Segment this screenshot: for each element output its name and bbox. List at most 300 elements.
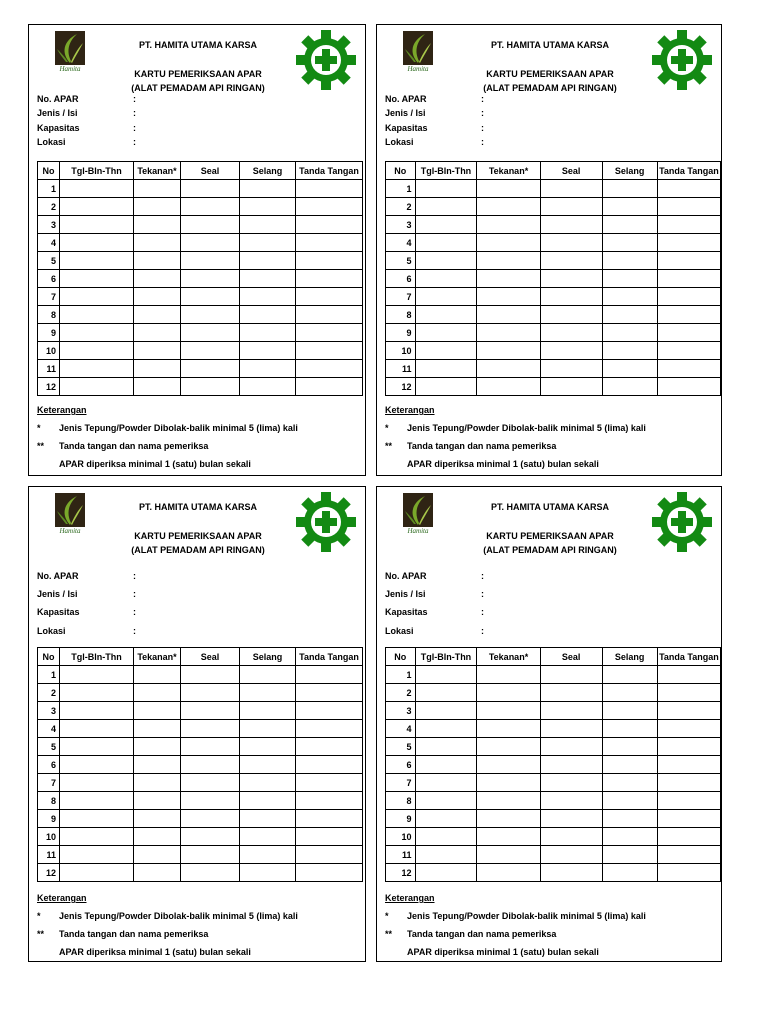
entry-cell[interactable] — [657, 792, 720, 810]
entry-cell[interactable] — [134, 702, 181, 720]
entry-cell[interactable] — [477, 198, 540, 216]
entry-cell[interactable] — [540, 198, 602, 216]
row-number: 7 — [38, 288, 60, 306]
entry-cell[interactable] — [60, 666, 134, 684]
entry-cell[interactable] — [602, 738, 657, 756]
entry-cell[interactable] — [296, 666, 363, 684]
company-name: PT. HAMITA UTAMA KARSA — [139, 502, 257, 512]
entry-cell[interactable] — [602, 252, 657, 270]
entry-cell[interactable] — [540, 828, 602, 846]
entry-cell[interactable] — [134, 774, 181, 792]
entry-cell[interactable] — [540, 216, 602, 234]
entry-cell[interactable] — [657, 720, 720, 738]
entry-cell[interactable] — [134, 306, 181, 324]
entry-cell[interactable] — [540, 180, 602, 198]
entry-cell[interactable] — [296, 846, 363, 864]
entry-cell[interactable] — [415, 774, 477, 792]
entry-cell[interactable] — [240, 864, 296, 882]
entry-cell[interactable] — [477, 756, 540, 774]
entry-cell[interactable] — [134, 792, 181, 810]
entry-cell[interactable] — [602, 216, 657, 234]
entry-cell[interactable] — [477, 810, 540, 828]
entry-cell[interactable] — [477, 288, 540, 306]
entry-cell[interactable] — [134, 234, 181, 252]
entry-cell[interactable] — [296, 810, 363, 828]
inspection-table — [385, 161, 721, 396]
entry-cell[interactable] — [540, 234, 602, 252]
entry-cell[interactable] — [477, 342, 540, 360]
entry-cell[interactable] — [657, 180, 720, 198]
entry-cell[interactable] — [540, 252, 602, 270]
entry-cell[interactable] — [181, 738, 240, 756]
entry-cell[interactable] — [657, 360, 720, 378]
entry-cell[interactable] — [602, 846, 657, 864]
entry-cell[interactable] — [602, 774, 657, 792]
entry-cell[interactable] — [657, 774, 720, 792]
entry-cell[interactable] — [60, 216, 134, 234]
entry-cell[interactable] — [134, 738, 181, 756]
entry-cell[interactable] — [477, 324, 540, 342]
entry-cell[interactable] — [602, 306, 657, 324]
entry-cell[interactable] — [240, 792, 296, 810]
row-number: 8 — [38, 792, 60, 810]
entry-cell[interactable] — [540, 720, 602, 738]
field-label: No. APAR — [385, 94, 427, 104]
entry-cell[interactable] — [415, 666, 477, 684]
table-row — [38, 270, 363, 288]
entry-cell[interactable] — [60, 792, 134, 810]
entry-cell[interactable] — [296, 198, 363, 216]
card-title: KARTU PEMERIKSAAN APAR — [486, 531, 614, 541]
entry-cell[interactable] — [240, 360, 296, 378]
entry-cell[interactable] — [181, 306, 240, 324]
entry-cell[interactable] — [181, 774, 240, 792]
entry-cell[interactable] — [602, 756, 657, 774]
entry-cell[interactable] — [415, 180, 477, 198]
entry-cell[interactable] — [657, 702, 720, 720]
entry-cell[interactable] — [296, 216, 363, 234]
entry-cell[interactable] — [602, 324, 657, 342]
entry-cell[interactable] — [181, 252, 240, 270]
entry-cell[interactable] — [181, 270, 240, 288]
table-row — [386, 684, 721, 702]
inspection-table — [37, 161, 363, 396]
entry-cell[interactable] — [540, 684, 602, 702]
entry-cell[interactable] — [477, 270, 540, 288]
table-row — [38, 864, 363, 882]
entry-cell[interactable] — [602, 342, 657, 360]
entry-cell[interactable] — [240, 288, 296, 306]
entry-cell[interactable] — [602, 810, 657, 828]
entry-cell[interactable] — [657, 324, 720, 342]
entry-cell[interactable] — [415, 324, 477, 342]
entry-cell[interactable] — [477, 252, 540, 270]
entry-cell[interactable] — [60, 864, 134, 882]
entry-cell[interactable] — [602, 828, 657, 846]
table-header-cell: Tgl-Bln-Thn — [415, 162, 477, 180]
field-label: Kapasitas — [385, 607, 428, 617]
entry-cell[interactable] — [540, 738, 602, 756]
entry-cell[interactable] — [657, 216, 720, 234]
table-header-cell: Tgl-Bln-Thn — [60, 648, 134, 666]
row-number: 4 — [386, 720, 416, 738]
table-header-cell: No — [38, 162, 60, 180]
entry-cell[interactable] — [60, 720, 134, 738]
entry-cell[interactable] — [415, 720, 477, 738]
field-colon: : — [133, 94, 136, 104]
entry-cell[interactable] — [296, 828, 363, 846]
entry-cell[interactable] — [657, 306, 720, 324]
entry-cell[interactable] — [240, 774, 296, 792]
entry-cell[interactable] — [477, 828, 540, 846]
entry-cell[interactable] — [602, 288, 657, 306]
entry-cell[interactable] — [415, 306, 477, 324]
entry-cell[interactable] — [415, 846, 477, 864]
company-name: PT. HAMITA UTAMA KARSA — [491, 502, 609, 512]
entry-cell[interactable] — [602, 360, 657, 378]
entry-cell[interactable] — [657, 756, 720, 774]
entry-cell[interactable] — [240, 324, 296, 342]
entry-cell[interactable] — [602, 378, 657, 396]
field-colon: : — [133, 589, 136, 599]
entry-cell[interactable] — [540, 378, 602, 396]
entry-cell[interactable] — [657, 288, 720, 306]
entry-cell[interactable] — [296, 342, 363, 360]
entry-cell[interactable] — [181, 756, 240, 774]
entry-cell[interactable] — [296, 234, 363, 252]
entry-cell[interactable] — [296, 702, 363, 720]
entry-cell[interactable] — [181, 198, 240, 216]
entry-cell[interactable] — [540, 288, 602, 306]
entry-cell[interactable] — [181, 810, 240, 828]
entry-cell[interactable] — [415, 342, 477, 360]
entry-cell[interactable] — [181, 702, 240, 720]
entry-cell[interactable] — [657, 684, 720, 702]
entry-cell[interactable] — [240, 810, 296, 828]
row-number: 4 — [38, 720, 60, 738]
entry-cell[interactable] — [134, 342, 181, 360]
entry-cell[interactable] — [415, 864, 477, 882]
entry-cell[interactable] — [415, 360, 477, 378]
entry-cell[interactable] — [296, 720, 363, 738]
entry-cell[interactable] — [134, 666, 181, 684]
table-row — [38, 198, 363, 216]
entry-cell[interactable] — [602, 180, 657, 198]
entry-cell[interactable] — [134, 216, 181, 234]
entry-cell[interactable] — [181, 792, 240, 810]
table-row — [38, 846, 363, 864]
entry-cell[interactable] — [240, 702, 296, 720]
note-marker: ** — [37, 441, 45, 451]
entry-cell[interactable] — [60, 378, 134, 396]
entry-cell[interactable] — [540, 702, 602, 720]
entry-cell[interactable] — [477, 666, 540, 684]
entry-cell[interactable] — [134, 270, 181, 288]
table-header-row — [386, 162, 721, 180]
row-number: 10 — [386, 342, 416, 360]
entry-cell[interactable] — [181, 666, 240, 684]
entry-cell[interactable] — [540, 774, 602, 792]
entry-cell[interactable] — [415, 378, 477, 396]
entry-cell[interactable] — [477, 864, 540, 882]
entry-cell[interactable] — [134, 288, 181, 306]
table-row — [38, 306, 363, 324]
entry-cell[interactable] — [240, 666, 296, 684]
entry-cell[interactable] — [240, 342, 296, 360]
entry-cell[interactable] — [60, 198, 134, 216]
entry-cell[interactable] — [657, 198, 720, 216]
entry-cell[interactable] — [134, 378, 181, 396]
entry-cell[interactable] — [415, 792, 477, 810]
entry-cell[interactable] — [134, 360, 181, 378]
note-text: Jenis Tepung/Powder Dibolak-balik minimal 5 (lima) kali — [59, 423, 298, 433]
entry-cell[interactable] — [657, 252, 720, 270]
entry-cell[interactable] — [60, 738, 134, 756]
entry-cell[interactable] — [657, 828, 720, 846]
note-text: Tanda tangan dan nama pemeriksa — [407, 441, 557, 451]
entry-cell[interactable] — [240, 270, 296, 288]
row-number: 3 — [386, 702, 416, 720]
table-row — [386, 306, 721, 324]
entry-cell[interactable] — [134, 756, 181, 774]
entry-cell[interactable] — [134, 846, 181, 864]
field-label: Kapasitas — [37, 607, 80, 617]
entry-cell[interactable] — [181, 720, 240, 738]
row-number: 8 — [38, 306, 60, 324]
entry-cell[interactable] — [602, 702, 657, 720]
entry-cell[interactable] — [240, 684, 296, 702]
entry-cell[interactable] — [602, 234, 657, 252]
logo-text: Hamita — [59, 65, 81, 73]
entry-cell[interactable] — [181, 378, 240, 396]
entry-cell[interactable] — [60, 324, 134, 342]
entry-cell[interactable] — [540, 324, 602, 342]
entry-cell[interactable] — [415, 684, 477, 702]
entry-cell[interactable] — [540, 666, 602, 684]
entry-cell[interactable] — [296, 738, 363, 756]
entry-cell[interactable] — [134, 720, 181, 738]
entry-cell[interactable] — [602, 198, 657, 216]
entry-cell[interactable] — [540, 792, 602, 810]
entry-cell[interactable] — [540, 270, 602, 288]
entry-cell[interactable] — [415, 198, 477, 216]
entry-cell[interactable] — [415, 270, 477, 288]
entry-cell[interactable] — [296, 360, 363, 378]
entry-cell[interactable] — [134, 828, 181, 846]
entry-cell[interactable] — [181, 180, 240, 198]
entry-cell[interactable] — [415, 234, 477, 252]
entry-cell[interactable] — [134, 684, 181, 702]
entry-cell[interactable] — [60, 306, 134, 324]
entry-cell[interactable] — [181, 234, 240, 252]
keterangan-title: Keterangan — [37, 893, 87, 903]
entry-cell[interactable] — [240, 180, 296, 198]
entry-cell[interactable] — [477, 738, 540, 756]
entry-cell[interactable] — [415, 756, 477, 774]
entry-cell[interactable] — [657, 234, 720, 252]
entry-cell[interactable] — [134, 198, 181, 216]
entry-cell[interactable] — [60, 846, 134, 864]
entry-cell[interactable] — [60, 234, 134, 252]
entry-cell[interactable] — [602, 666, 657, 684]
entry-cell[interactable] — [181, 864, 240, 882]
table-row — [38, 828, 363, 846]
entry-cell[interactable] — [540, 756, 602, 774]
entry-cell[interactable] — [477, 684, 540, 702]
table-row — [38, 216, 363, 234]
entry-cell[interactable] — [477, 378, 540, 396]
entry-cell[interactable] — [240, 234, 296, 252]
entry-cell[interactable] — [296, 684, 363, 702]
entry-cell[interactable] — [657, 666, 720, 684]
entry-cell[interactable] — [134, 324, 181, 342]
entry-cell[interactable] — [240, 378, 296, 396]
field-label: Jenis / Isi — [37, 589, 78, 599]
entry-cell[interactable] — [60, 828, 134, 846]
entry-cell[interactable] — [602, 720, 657, 738]
entry-cell[interactable] — [415, 288, 477, 306]
entry-cell[interactable] — [657, 342, 720, 360]
entry-cell[interactable] — [296, 270, 363, 288]
entry-cell[interactable] — [240, 306, 296, 324]
entry-cell[interactable] — [296, 756, 363, 774]
entry-cell[interactable] — [240, 828, 296, 846]
table-row — [386, 378, 721, 396]
entry-cell[interactable] — [240, 846, 296, 864]
entry-cell[interactable] — [602, 864, 657, 882]
table-header-cell: Seal — [181, 648, 240, 666]
entry-cell[interactable] — [477, 180, 540, 198]
note-marker: * — [37, 911, 41, 921]
inspection-card — [376, 486, 722, 962]
entry-cell[interactable] — [477, 306, 540, 324]
entry-cell[interactable] — [181, 324, 240, 342]
note-marker: ** — [37, 929, 45, 939]
entry-cell[interactable] — [296, 378, 363, 396]
entry-cell[interactable] — [134, 864, 181, 882]
entry-cell[interactable] — [181, 288, 240, 306]
entry-cell[interactable] — [60, 810, 134, 828]
entry-cell[interactable] — [240, 756, 296, 774]
row-number: 10 — [38, 828, 60, 846]
entry-cell[interactable] — [296, 306, 363, 324]
entry-cell[interactable] — [477, 792, 540, 810]
entry-cell[interactable] — [540, 810, 602, 828]
entry-cell[interactable] — [602, 270, 657, 288]
entry-cell[interactable] — [60, 774, 134, 792]
entry-cell[interactable] — [60, 360, 134, 378]
field-label: Lokasi — [37, 137, 66, 147]
entry-cell[interactable] — [657, 864, 720, 882]
row-number: 12 — [38, 378, 60, 396]
card-subtitle: (ALAT PEMADAM API RINGAN) — [483, 83, 617, 93]
entry-cell[interactable] — [181, 342, 240, 360]
entry-cell[interactable] — [240, 216, 296, 234]
entry-cell[interactable] — [296, 252, 363, 270]
entry-cell[interactable] — [296, 792, 363, 810]
entry-cell[interactable] — [134, 180, 181, 198]
entry-cell[interactable] — [240, 252, 296, 270]
entry-cell[interactable] — [181, 216, 240, 234]
entry-cell[interactable] — [181, 846, 240, 864]
field-colon: : — [481, 607, 484, 617]
entry-cell[interactable] — [415, 810, 477, 828]
entry-cell[interactable] — [296, 864, 363, 882]
entry-cell[interactable] — [477, 720, 540, 738]
entry-cell[interactable] — [602, 792, 657, 810]
entry-cell[interactable] — [540, 306, 602, 324]
entry-cell[interactable] — [134, 252, 181, 270]
entry-cell[interactable] — [240, 738, 296, 756]
entry-cell[interactable] — [134, 810, 181, 828]
table-header-cell: Tekanan* — [134, 162, 181, 180]
entry-cell[interactable] — [240, 198, 296, 216]
entry-cell[interactable] — [657, 378, 720, 396]
entry-cell[interactable] — [60, 252, 134, 270]
entry-cell[interactable] — [296, 774, 363, 792]
company-name: PT. HAMITA UTAMA KARSA — [139, 40, 257, 50]
entry-cell[interactable] — [296, 324, 363, 342]
entry-cell[interactable] — [657, 810, 720, 828]
entry-cell[interactable] — [415, 252, 477, 270]
entry-cell[interactable] — [657, 270, 720, 288]
keterangan-title: Keterangan — [385, 893, 435, 903]
entry-cell[interactable] — [181, 360, 240, 378]
entry-cell[interactable] — [477, 774, 540, 792]
entry-cell[interactable] — [296, 180, 363, 198]
table-row — [38, 378, 363, 396]
entry-cell[interactable] — [602, 684, 657, 702]
entry-cell[interactable] — [477, 234, 540, 252]
entry-cell[interactable] — [477, 360, 540, 378]
table-header-cell: No — [38, 648, 60, 666]
entry-cell[interactable] — [477, 702, 540, 720]
entry-cell[interactable] — [540, 360, 602, 378]
entry-cell[interactable] — [477, 846, 540, 864]
table-header-cell: No — [386, 648, 416, 666]
entry-cell[interactable] — [60, 288, 134, 306]
entry-cell[interactable] — [60, 756, 134, 774]
entry-cell[interactable] — [540, 864, 602, 882]
entry-cell[interactable] — [60, 180, 134, 198]
entry-cell[interactable] — [415, 738, 477, 756]
table-header-cell: No — [386, 162, 416, 180]
row-number: 8 — [386, 792, 416, 810]
entry-cell[interactable] — [415, 702, 477, 720]
entry-cell[interactable] — [181, 828, 240, 846]
entry-cell[interactable] — [60, 342, 134, 360]
entry-cell[interactable] — [60, 270, 134, 288]
entry-cell[interactable] — [540, 342, 602, 360]
entry-cell[interactable] — [477, 216, 540, 234]
entry-cell[interactable] — [60, 702, 134, 720]
table-row — [386, 666, 721, 684]
entry-cell[interactable] — [415, 216, 477, 234]
entry-cell[interactable] — [540, 846, 602, 864]
entry-cell[interactable] — [181, 684, 240, 702]
table-row — [386, 198, 721, 216]
entry-cell[interactable] — [657, 846, 720, 864]
entry-cell[interactable] — [296, 288, 363, 306]
field-label: No. APAR — [385, 571, 427, 581]
field-colon: : — [481, 571, 484, 581]
note-text: Jenis Tepung/Powder Dibolak-balik minimal 5 (lima) kali — [59, 911, 298, 921]
table-row — [386, 342, 721, 360]
entry-cell[interactable] — [240, 720, 296, 738]
entry-cell[interactable] — [657, 738, 720, 756]
entry-cell[interactable] — [60, 684, 134, 702]
entry-cell[interactable] — [415, 828, 477, 846]
